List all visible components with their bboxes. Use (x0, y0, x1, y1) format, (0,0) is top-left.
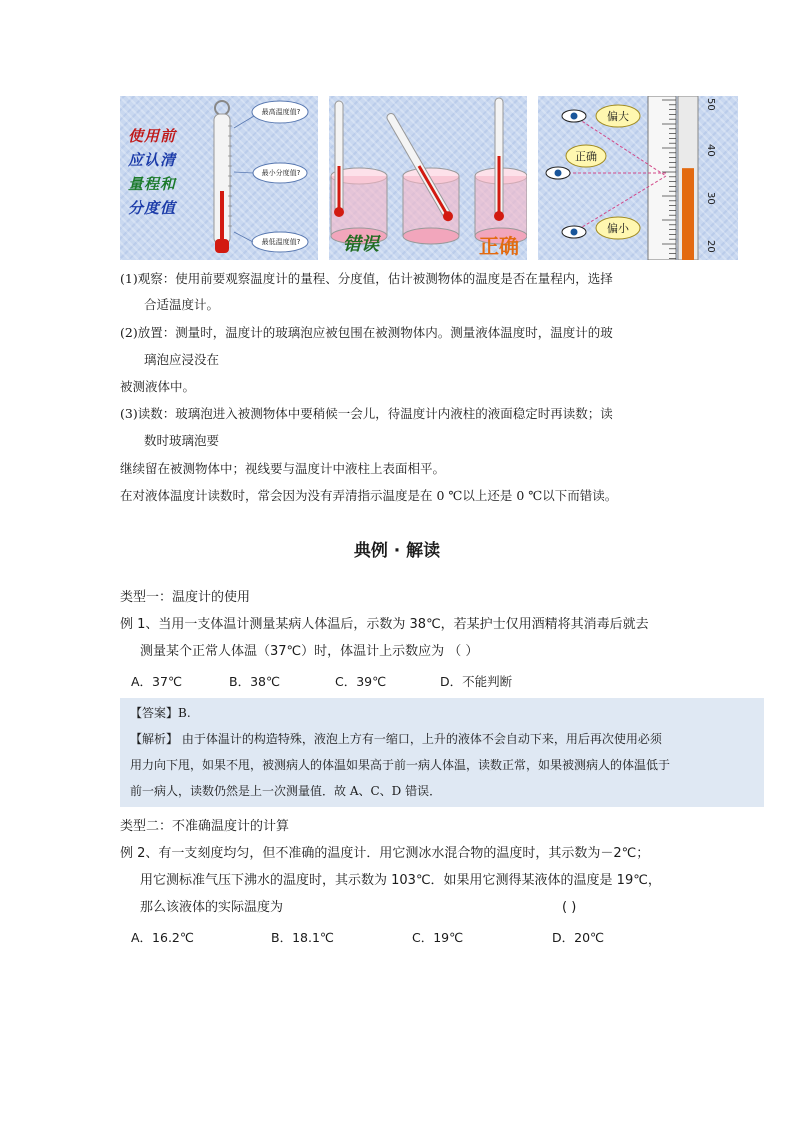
label-too-low: 偏小 (607, 222, 629, 235)
calligraphy-line-2: 应认清 (128, 151, 177, 169)
paragraph-place-3: 被测液体中。 (120, 379, 196, 394)
example1-option-b: B．38℃ (229, 674, 281, 689)
paragraph-read-2: 数时玻璃泡要 (144, 433, 220, 448)
calligraphy-line-1: 使用前 (128, 127, 177, 145)
section-title: 典例 · 解读 (353, 541, 441, 561)
example2-option-d: D．20℃ (552, 930, 605, 945)
example1-line2: 测量某个正常人体温（37℃）时，体温计上示数应为 （ ） (140, 644, 479, 659)
answer-box (120, 698, 764, 807)
example2-option-c: C．19℃ (412, 930, 464, 945)
calligraphy-line-4: 分度值 (128, 199, 177, 217)
example2-line1: 例 2、有一支刻度均匀，但不准确的温度计．用它测冰水混合物的温度时，其示数为－2℃； (120, 846, 650, 861)
scale-label-50: 50 (705, 98, 716, 111)
scale-label-20: 20 (705, 240, 716, 253)
scale-label-40: 40 (705, 144, 716, 157)
label-too-high: 偏大 (607, 110, 629, 123)
type1-title: 类型一：温度计的使用 (120, 590, 251, 605)
liquid-column (682, 168, 694, 260)
figure-reading-angle (538, 96, 738, 260)
paragraph-place-1: (2)放置：测量时，温度计的玻璃泡应被包围在被测物体内。测量液体温度时，温度计的玻 (120, 325, 613, 340)
type2-title: 类型二：不准确温度计的计算 (120, 819, 290, 834)
reading-diagram (538, 96, 738, 260)
label-right: 正确 (479, 234, 519, 258)
example2-line3: 那么该液体的实际温度为 (140, 900, 284, 915)
paragraph-note: 在对液体温度计读数时，常会因为没有弄清指示温度是在 0 ℃以上还是 0 ℃以下而错读。 (120, 488, 618, 503)
paragraph-place-2: 璃泡应浸没在 (144, 352, 220, 367)
bubble-min-temp: 最低温度值? (261, 238, 301, 246)
example2-line2: 用它测标准气压下沸水的温度时，其示数为 103℃．如果用它测得某液体的温度是 19℃， (140, 873, 661, 888)
example1-analysis-1: 【解析】 由于体温计的构造特殊，液泡上方有一缩口，上升的液体不会自动下来，用后再次使用必须 (130, 732, 662, 746)
figure-thermometer-calligraphy (120, 96, 318, 260)
figure-thermometer-placement (329, 96, 527, 260)
paragraph-read-3: 继续留在被测物体中；视线要与温度计中液柱上表面相平。 (120, 461, 446, 476)
label-wrong: 错误 (343, 234, 379, 255)
paragraph-observe-1: (1)观察：使用前要观察温度计的量程、分度值，估计被测物体的温度是否在量程内，选择 (120, 271, 613, 286)
scale-label-30: 30 (705, 192, 716, 205)
paragraph-read-1: (3)读数：玻璃泡进入被测物体中要稍候一会儿，待温度计内液柱的液面稳定时再读数；读 (120, 406, 613, 421)
example1-line1: 例 1、当用一支体温计测量某病人体温后，示数为 38℃，若某护士仅用酒精将其消毒后就去 (120, 617, 649, 632)
example1-option-d: D．不能判断 (440, 674, 513, 689)
calligraphy-line-3: 量程和 (128, 175, 177, 193)
example2-option-b: B．18.1℃ (271, 930, 334, 945)
example2-option-a: A．16.2℃ (131, 930, 194, 945)
label-correct: 正确 (575, 150, 597, 163)
example1-option-c: C．39℃ (335, 674, 387, 689)
example1-option-a: A．37℃ (131, 674, 182, 689)
example1-analysis-3: 前一病人，读数仍然是上一次测量值．故 A、C、D 错误． (130, 784, 442, 798)
thermometer-diagram (120, 96, 318, 260)
example1-analysis-2: 用力向下甩，如果不甩，被测病人的体温如果高于前一病人体温，读数正常，如果被测病人的体温低于 (130, 758, 671, 772)
example1-answer: 【答案】B. (130, 706, 191, 720)
paragraph-observe-2: 合适温度计。 (144, 297, 220, 312)
example2-blank: ( ) (562, 900, 577, 915)
bubble-division: 最小分度值? (261, 169, 301, 177)
bubble-max-temp: 最高温度值? (261, 108, 301, 116)
